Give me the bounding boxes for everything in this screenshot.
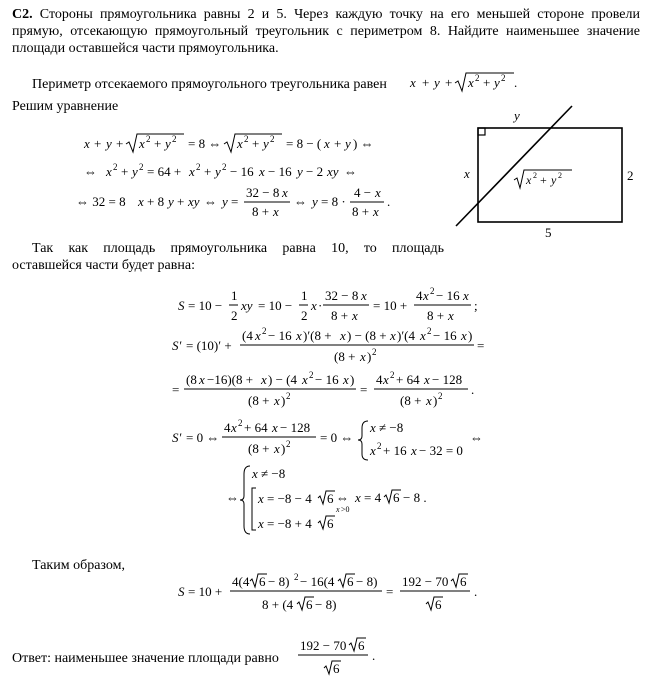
svg-text:x: x bbox=[258, 516, 264, 531]
svg-text:− 8): − 8) bbox=[268, 574, 290, 589]
svg-text:y: y bbox=[132, 164, 138, 179]
svg-text:192 − 70: 192 − 70 bbox=[300, 638, 347, 653]
svg-text:.: . bbox=[387, 194, 391, 209]
svg-text:= 8 ⇔: = 8 ⇔ bbox=[188, 136, 222, 151]
svg-text:2: 2 bbox=[533, 171, 537, 180]
svg-text:+ 16: + 16 bbox=[383, 443, 407, 458]
svg-text:x: x bbox=[324, 136, 330, 151]
svg-text:2: 2 bbox=[390, 370, 395, 380]
svg-text:8 + (4: 8 + (4 bbox=[262, 597, 294, 612]
area-text-line-1: Так как площадь прямоугольника равна 10, то площадь bbox=[32, 241, 444, 256]
svg-text:⇔: ⇔ bbox=[344, 164, 357, 179]
svg-text:− 16: − 16 bbox=[433, 328, 457, 343]
svg-text:x: x bbox=[526, 173, 532, 187]
svg-text:= −8 − 4: = −8 − 4 bbox=[267, 491, 312, 506]
svg-text:y: y bbox=[106, 136, 112, 151]
svg-text:2: 2 bbox=[238, 418, 243, 428]
svg-text:6: 6 bbox=[327, 516, 334, 531]
svg-text:x: x bbox=[311, 298, 317, 313]
svg-text:+: + bbox=[94, 136, 102, 151]
svg-text:+: + bbox=[177, 194, 185, 209]
svg-text:+: + bbox=[121, 164, 129, 179]
svg-text:S′: S′ bbox=[172, 338, 182, 353]
svg-text:−16)(8 +: −16)(8 + bbox=[207, 372, 254, 387]
svg-text:x: x bbox=[302, 372, 308, 387]
svg-text:x: x bbox=[336, 505, 340, 514]
svg-text:+: + bbox=[334, 136, 342, 151]
equation-1-line-2 bbox=[84, 160, 384, 186]
svg-text:;: ; bbox=[474, 298, 478, 313]
svg-text:x: x bbox=[410, 75, 416, 90]
svg-text:32 − 8: 32 − 8 bbox=[325, 288, 359, 303]
svg-text:x: x bbox=[139, 136, 145, 151]
svg-text:2: 2 bbox=[430, 286, 435, 296]
svg-text:+: + bbox=[540, 173, 547, 187]
svg-text:8 +: 8 + bbox=[352, 204, 370, 219]
svg-text:x: x bbox=[411, 443, 417, 458]
svg-text:(8 +: (8 + bbox=[248, 441, 270, 456]
answer-label: Ответ: наименьшее значение площади равно bbox=[12, 651, 279, 666]
svg-text:+: + bbox=[116, 136, 124, 151]
svg-text:= 10 +: = 10 + bbox=[188, 584, 223, 599]
svg-text:): ) bbox=[468, 328, 473, 343]
svg-text:= 10 +: = 10 + bbox=[373, 298, 408, 313]
svg-text:x: x bbox=[273, 204, 279, 219]
svg-text:x: x bbox=[463, 288, 469, 303]
svg-text:2: 2 bbox=[558, 171, 562, 180]
svg-text:2: 2 bbox=[172, 134, 177, 144]
svg-text:(8: (8 bbox=[186, 372, 197, 387]
svg-text:(8 +: (8 + bbox=[334, 349, 356, 364]
svg-text:2: 2 bbox=[231, 308, 238, 323]
svg-text:x: x bbox=[461, 328, 467, 343]
svg-text:S: S bbox=[178, 584, 185, 599]
svg-text:+: + bbox=[445, 75, 453, 90]
label-hypotenuse bbox=[514, 170, 572, 188]
svg-text:− 8): − 8) bbox=[356, 574, 378, 589]
svg-text:+: + bbox=[422, 75, 430, 90]
svg-text:xy: xy bbox=[188, 194, 200, 209]
svg-text:x: x bbox=[138, 194, 144, 209]
svg-text:2: 2 bbox=[113, 162, 118, 172]
svg-text:): ) bbox=[281, 393, 286, 408]
area-paragraph bbox=[12, 240, 444, 274]
svg-text:x: x bbox=[252, 466, 258, 481]
svg-text:− 2: − 2 bbox=[306, 164, 324, 179]
svg-text:+: + bbox=[483, 75, 491, 90]
svg-text:)′(4: )′(4 bbox=[397, 328, 416, 343]
svg-text:2: 2 bbox=[244, 134, 249, 144]
problem-line-3: площади оставшейся части прямоугольника. bbox=[12, 41, 279, 56]
svg-text:≠ −8: ≠ −8 bbox=[261, 466, 286, 481]
svg-text:x: x bbox=[296, 328, 302, 343]
svg-text:− 32 = 0: − 32 = 0 bbox=[419, 443, 463, 458]
svg-text:x: x bbox=[423, 288, 429, 303]
svg-text:) − (8 +: ) − (8 + bbox=[347, 328, 387, 343]
problem-statement bbox=[12, 6, 640, 57]
svg-text:S: S bbox=[178, 298, 185, 313]
svg-text:x: x bbox=[189, 164, 195, 179]
svg-text:+: + bbox=[204, 164, 212, 179]
svg-text:6: 6 bbox=[358, 638, 365, 653]
svg-text:y: y bbox=[165, 136, 171, 151]
svg-text:2: 2 bbox=[377, 441, 382, 451]
svg-text:x: x bbox=[468, 75, 474, 90]
svg-text:x: x bbox=[237, 136, 243, 151]
svg-text:.: . bbox=[372, 648, 376, 663]
svg-text:+: + bbox=[252, 136, 260, 151]
svg-text:⇔: ⇔ bbox=[294, 194, 307, 209]
svg-text:y: y bbox=[551, 173, 557, 187]
svg-text:− 8 .: − 8 . bbox=[403, 490, 427, 505]
svg-text:2: 2 bbox=[501, 73, 506, 83]
svg-text:x: x bbox=[373, 204, 379, 219]
equation-1-line-3 bbox=[76, 184, 396, 230]
svg-text:y: y bbox=[297, 164, 303, 179]
svg-text:): ) bbox=[433, 393, 438, 408]
rectangle-figure bbox=[452, 104, 642, 244]
svg-text:− 16: − 16 bbox=[268, 164, 292, 179]
thus-label: Таким образом, bbox=[32, 558, 125, 573]
svg-text:⇔: ⇔ bbox=[204, 194, 217, 209]
svg-text:): ) bbox=[281, 441, 286, 456]
rectangle-outline bbox=[478, 128, 622, 222]
svg-text:+ 64: + 64 bbox=[244, 420, 268, 435]
svg-text:2: 2 bbox=[475, 73, 480, 83]
svg-text:=: = bbox=[360, 382, 368, 397]
svg-text:S′: S′ bbox=[172, 430, 182, 445]
equation-2-line-1 bbox=[178, 286, 478, 334]
perimeter-formula bbox=[410, 71, 520, 97]
svg-text:.: . bbox=[474, 584, 478, 599]
svg-text:x: x bbox=[424, 372, 430, 387]
svg-text:x: x bbox=[84, 136, 90, 151]
svg-text:·: · bbox=[318, 298, 323, 313]
svg-text:y: y bbox=[345, 136, 351, 151]
svg-text:= 10 −: = 10 − bbox=[188, 298, 223, 313]
svg-text:= 8 ·: = 8 · bbox=[321, 194, 346, 209]
svg-text:192 − 70: 192 − 70 bbox=[402, 574, 449, 589]
svg-text:x: x bbox=[370, 420, 376, 435]
svg-text:2: 2 bbox=[286, 439, 291, 449]
svg-text:)′(8 +: )′(8 + bbox=[303, 328, 332, 343]
perimeter-intro: Периметр отсекаемого прямоугольного треугольника равен bbox=[32, 77, 387, 92]
svg-text:y: y bbox=[434, 75, 440, 90]
svg-text:=: = bbox=[172, 382, 180, 397]
svg-text:x: x bbox=[448, 308, 454, 323]
svg-text:2: 2 bbox=[196, 162, 201, 172]
svg-text:6: 6 bbox=[393, 490, 400, 505]
equation-2-line-4 bbox=[172, 418, 492, 466]
svg-text:4: 4 bbox=[376, 372, 383, 387]
svg-text:= (10)′ +: = (10)′ + bbox=[186, 338, 232, 353]
svg-text:− 16: − 16 bbox=[436, 288, 460, 303]
svg-text:32 − 8: 32 − 8 bbox=[246, 185, 280, 200]
svg-text:= 8 − (: = 8 − ( bbox=[286, 136, 322, 151]
svg-text:.: . bbox=[471, 382, 475, 397]
svg-text:4(4: 4(4 bbox=[232, 574, 250, 589]
svg-text:2: 2 bbox=[294, 572, 299, 582]
svg-text:8 +: 8 + bbox=[331, 308, 349, 323]
svg-text:6: 6 bbox=[347, 574, 354, 589]
svg-text:y: y bbox=[494, 75, 500, 90]
svg-text:x: x bbox=[274, 441, 280, 456]
svg-text:xy: xy bbox=[327, 164, 339, 179]
svg-text:=: = bbox=[477, 338, 485, 353]
svg-text:2: 2 bbox=[427, 326, 432, 336]
svg-text:8 +: 8 + bbox=[427, 308, 445, 323]
svg-text:>0: >0 bbox=[341, 505, 350, 514]
svg-text:1: 1 bbox=[301, 288, 308, 303]
svg-text:6: 6 bbox=[259, 574, 266, 589]
svg-text:= 10 −: = 10 − bbox=[258, 298, 293, 313]
svg-text:6: 6 bbox=[306, 597, 313, 612]
solve-label: Решим уравнение bbox=[12, 99, 119, 114]
svg-text:≠ −8: ≠ −8 bbox=[379, 420, 404, 435]
svg-text:− 16: − 16 bbox=[230, 164, 254, 179]
svg-text:4 −: 4 − bbox=[354, 185, 372, 200]
svg-text:6: 6 bbox=[333, 661, 340, 676]
svg-text:2: 2 bbox=[222, 162, 227, 172]
problem-line-1: C2. Стороны прямоугольника равны 2 и 5. Через каждую точку на его меньшей стороне провели bbox=[12, 7, 641, 22]
svg-text:⇔ 32 = 8: ⇔ 32 = 8 bbox=[76, 194, 126, 209]
svg-text:.: . bbox=[514, 75, 518, 90]
svg-text:x: x bbox=[355, 490, 361, 505]
label-y: y bbox=[514, 108, 520, 123]
svg-text:x: x bbox=[361, 288, 367, 303]
label-5: 5 bbox=[545, 225, 552, 240]
svg-text:2: 2 bbox=[262, 326, 267, 336]
equation-2-line-5 bbox=[226, 464, 446, 540]
right-angle-mark bbox=[478, 128, 485, 135]
svg-text:y: y bbox=[312, 194, 318, 209]
svg-text:x: x bbox=[261, 372, 267, 387]
svg-text:2: 2 bbox=[139, 162, 144, 172]
svg-text:x: x bbox=[420, 328, 426, 343]
svg-text:=: = bbox=[231, 194, 239, 209]
svg-text:= 64 +: = 64 + bbox=[147, 164, 182, 179]
svg-text:x: x bbox=[370, 443, 376, 458]
svg-text:x: x bbox=[340, 328, 346, 343]
svg-text:4: 4 bbox=[224, 420, 231, 435]
svg-text:x: x bbox=[106, 164, 112, 179]
svg-text:= 0 ⇔: = 0 ⇔ bbox=[320, 430, 354, 445]
svg-text:+ 8: + 8 bbox=[147, 194, 165, 209]
area-text-line-2: оставшейся части будет равна: bbox=[12, 258, 195, 273]
svg-text:2: 2 bbox=[146, 134, 151, 144]
svg-text:+: + bbox=[154, 136, 162, 151]
svg-text:x: x bbox=[375, 185, 381, 200]
svg-text:) ⇔: ) ⇔ bbox=[353, 136, 374, 151]
svg-text:⇔: ⇔ bbox=[470, 430, 483, 445]
svg-text:(4: (4 bbox=[242, 328, 253, 343]
label-x: x bbox=[464, 166, 470, 181]
svg-text:− 128: − 128 bbox=[280, 420, 311, 435]
answer-value bbox=[296, 636, 386, 684]
svg-text:x: x bbox=[360, 349, 366, 364]
svg-text:1: 1 bbox=[231, 288, 238, 303]
svg-text:⇔: ⇔ bbox=[336, 490, 349, 505]
svg-text:x: x bbox=[259, 164, 265, 179]
svg-text:− 16: − 16 bbox=[315, 372, 339, 387]
svg-text:2: 2 bbox=[301, 308, 308, 323]
svg-text:(8 +: (8 + bbox=[248, 393, 270, 408]
svg-text:4: 4 bbox=[416, 288, 423, 303]
svg-text:x: x bbox=[390, 328, 396, 343]
svg-text:x: x bbox=[274, 393, 280, 408]
svg-text:2: 2 bbox=[438, 391, 443, 401]
svg-text:x: x bbox=[258, 491, 264, 506]
problem-line-2: прямую, отсекающую прямоугольный треугольник с периметром 8. Найдите наименьшее значение bbox=[12, 24, 640, 39]
svg-text:x: x bbox=[343, 372, 349, 387]
svg-text:=: = bbox=[386, 584, 394, 599]
svg-text:) − (4: ) − (4 bbox=[268, 372, 297, 387]
svg-text:x: x bbox=[383, 372, 389, 387]
svg-text:− 16(4: − 16(4 bbox=[300, 574, 335, 589]
svg-text:⇔: ⇔ bbox=[84, 164, 97, 179]
svg-text:2: 2 bbox=[372, 347, 377, 357]
svg-text:x: x bbox=[199, 372, 205, 387]
svg-text:− 128: − 128 bbox=[432, 372, 463, 387]
svg-text:2: 2 bbox=[286, 391, 291, 401]
svg-text:y: y bbox=[215, 164, 221, 179]
svg-text:y: y bbox=[168, 194, 174, 209]
svg-text:x: x bbox=[255, 328, 261, 343]
svg-text:2: 2 bbox=[309, 370, 314, 380]
svg-text:6: 6 bbox=[460, 574, 467, 589]
svg-text:x: x bbox=[282, 185, 288, 200]
equation-2-line-3 bbox=[172, 372, 482, 420]
svg-text:+ 64: + 64 bbox=[396, 372, 420, 387]
equation-1-line-1 bbox=[84, 131, 384, 159]
svg-text:x: x bbox=[231, 420, 237, 435]
svg-text:xy: xy bbox=[241, 298, 253, 313]
equation-2-line-2 bbox=[172, 328, 492, 376]
svg-text:(8 +: (8 + bbox=[400, 393, 422, 408]
svg-text:6: 6 bbox=[435, 597, 442, 612]
svg-text:x: x bbox=[272, 420, 278, 435]
svg-text:2: 2 bbox=[270, 134, 275, 144]
cutting-line bbox=[456, 106, 572, 226]
equation-3 bbox=[178, 574, 478, 624]
svg-text:x: x bbox=[352, 308, 358, 323]
problem-number: C2. bbox=[12, 7, 33, 22]
svg-text:6: 6 bbox=[327, 491, 334, 506]
svg-text:⇔: ⇔ bbox=[226, 490, 239, 505]
svg-text:8 +: 8 + bbox=[252, 204, 270, 219]
svg-text:y: y bbox=[222, 194, 228, 209]
svg-text:= 4: = 4 bbox=[364, 490, 382, 505]
svg-text:y: y bbox=[263, 136, 269, 151]
label-2: 2 bbox=[627, 168, 634, 183]
svg-text:= 0 ⇔: = 0 ⇔ bbox=[186, 430, 220, 445]
svg-text:− 8): − 8) bbox=[315, 597, 337, 612]
svg-text:− 16: − 16 bbox=[268, 328, 292, 343]
svg-text:= −8 + 4: = −8 + 4 bbox=[267, 516, 312, 531]
svg-text:x: x bbox=[426, 393, 432, 408]
svg-text:): ) bbox=[367, 349, 372, 364]
svg-text:): ) bbox=[350, 372, 355, 387]
